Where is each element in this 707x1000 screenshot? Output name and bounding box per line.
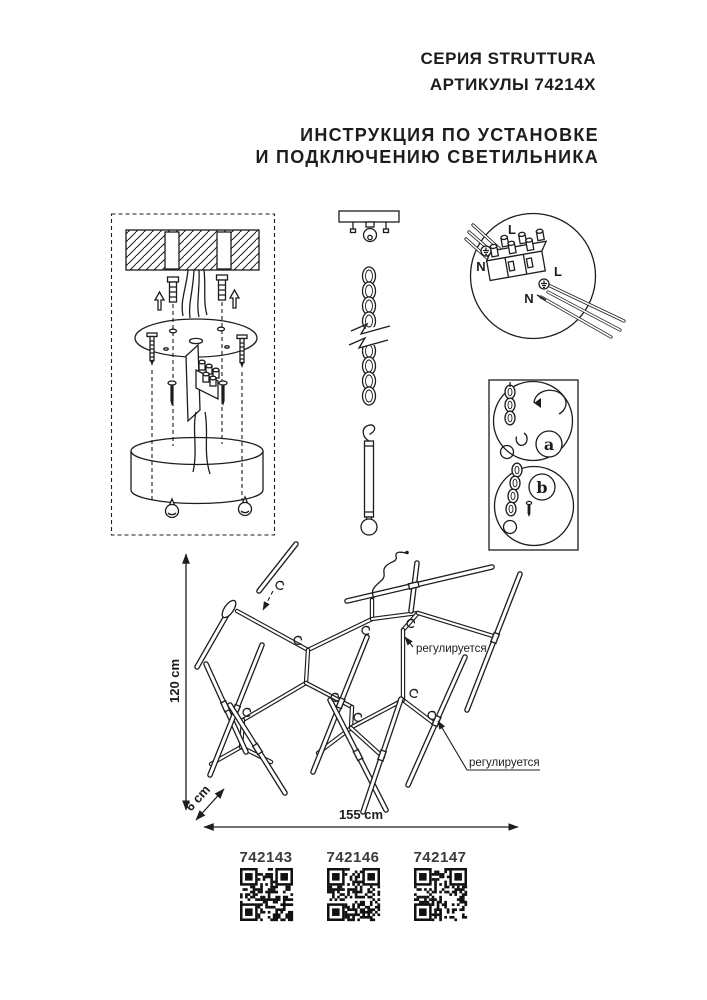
article-number: 742147	[413, 849, 467, 866]
label-a: a	[543, 435, 555, 454]
article-number: 742146	[326, 849, 380, 866]
screw	[168, 381, 176, 406]
height-dimension: 120 cm	[167, 658, 182, 703]
chain-detail	[489, 380, 578, 550]
drill-hole	[217, 232, 231, 269]
mount-direction-arrow	[263, 591, 273, 610]
ceiling-section	[126, 230, 259, 270]
instruction-title-line2: И ПОДКЛЮЧЕНИЮ СВЕТИЛЬНИКА	[255, 147, 599, 167]
adjustable-label-2: регулируется	[469, 757, 540, 769]
screw	[219, 381, 227, 406]
ceiling-bracket	[339, 211, 399, 242]
qr-code	[327, 868, 380, 921]
width-dimension: 155 cm	[338, 807, 384, 822]
lamp-tubes	[197, 544, 520, 812]
header	[256, 49, 599, 167]
wiring-detail	[466, 214, 624, 339]
series-articles: АРТИКУЛЫ 74214X	[429, 75, 596, 94]
label-neutral-left: N	[476, 259, 486, 274]
instruction-title-line1: ИНСТРУКЦИЯ ПО УСТАНОВКЕ	[300, 125, 599, 145]
drill-hole	[165, 232, 179, 269]
ground-icon	[481, 246, 491, 256]
depth-dimension: 6 cm	[182, 781, 214, 815]
canopy	[131, 438, 263, 504]
label-live-right: L	[554, 264, 562, 279]
label-live-left: L	[508, 222, 516, 237]
parts-column	[339, 211, 399, 535]
leader-line	[405, 637, 413, 647]
detail-chain-a	[505, 385, 515, 425]
adjustable-label-1: регулируется	[416, 643, 487, 655]
wall-anchor	[217, 275, 228, 300]
arrow-up-icon	[230, 290, 239, 308]
article-number: 742143	[239, 849, 293, 866]
wall-anchor	[168, 277, 179, 302]
qr-code	[414, 868, 467, 921]
chandelier	[197, 544, 540, 812]
arrow-up-icon	[155, 292, 164, 310]
mains-wires	[182, 270, 207, 318]
series-title: СЕРИЯ STRUTTURA	[420, 49, 596, 68]
qr-code	[240, 868, 293, 921]
qr-section	[239, 849, 467, 921]
ground-icon	[539, 279, 549, 289]
label-neutral-right: N	[524, 291, 534, 306]
label-b: b	[536, 478, 548, 497]
suspension-rod	[361, 425, 377, 535]
ceiling-mount-diagram	[112, 214, 275, 535]
